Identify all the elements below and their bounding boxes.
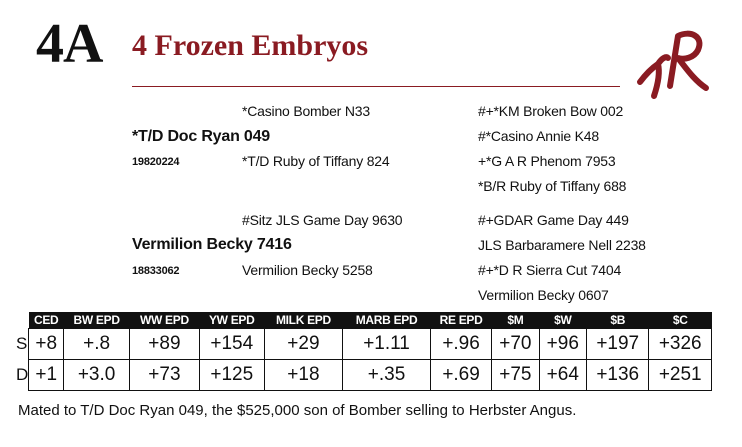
- epd-row-label: D: [16, 365, 29, 384]
- lot-number: 4A: [36, 13, 103, 75]
- sire-registration: 19820224: [132, 156, 180, 168]
- dam-granddam-maternal: Vermilion Becky 0607: [478, 287, 609, 303]
- epd-cell: +8: [29, 329, 64, 360]
- epd-header-cell: $C: [649, 312, 712, 329]
- epd-cell: +64: [539, 360, 586, 391]
- sire-dam: *T/D Ruby of Tiffany 824: [242, 153, 390, 169]
- epd-cell: +96: [539, 329, 586, 360]
- epd-cell: +251: [649, 360, 712, 391]
- epd-cell: +136: [586, 360, 648, 391]
- epd-header-cell: $B: [586, 312, 648, 329]
- epd-cell: +.96: [430, 329, 491, 360]
- epd-cell: +3.0: [64, 360, 130, 391]
- vr-logo-icon: [632, 24, 712, 104]
- sire-name: *T/D Doc Ryan 049: [132, 128, 270, 145]
- sire-sire: *Casino Bomber N33: [242, 103, 370, 119]
- epd-header-cell: MILK EPD: [264, 312, 342, 329]
- mating-note: Mated to T/D Doc Ryan 049, the $525,000 son of Bomber selling to Herbster Angus.: [18, 402, 577, 419]
- epd-cell: +73: [130, 360, 200, 391]
- epd-table: [16, 312, 712, 391]
- epd-header-cell: $M: [492, 312, 539, 329]
- epd-row-dam: [16, 360, 712, 391]
- dam-grandsire-paternal: #+GDAR Game Day 449: [478, 212, 629, 228]
- title-rule: [132, 86, 620, 87]
- epd-header-corner: [16, 312, 29, 329]
- epd-row-sire: [16, 329, 712, 360]
- epd-cell: +.8: [64, 329, 130, 360]
- epd-cell: +.69: [430, 360, 491, 391]
- epd-cell: +1: [29, 360, 64, 391]
- epd-cell: +125: [199, 360, 264, 391]
- epd-header-row: [16, 312, 712, 329]
- epd-header-cell: MARB EPD: [343, 312, 431, 329]
- epd-header-cell: YW EPD: [199, 312, 264, 329]
- epd-cell: +70: [492, 329, 539, 360]
- sire-granddam-paternal: #*Casino Annie K48: [478, 128, 599, 144]
- sire-grandsire-maternal: +*G A R Phenom 7953: [478, 153, 616, 169]
- sire-grandsire-paternal: #+*KM Broken Bow 002: [478, 103, 624, 119]
- epd-cell: +1.11: [343, 329, 431, 360]
- epd-cell: +.35: [343, 360, 431, 391]
- epd-cell: +18: [264, 360, 342, 391]
- dam-sire: #Sitz JLS Game Day 9630: [242, 212, 403, 228]
- epd-header-cell: RE EPD: [430, 312, 491, 329]
- epd-cell: +326: [649, 329, 712, 360]
- dam-granddam-paternal: JLS Barbaramere Nell 2238: [478, 237, 646, 253]
- epd-header-cell: $W: [539, 312, 586, 329]
- lot-title: 4 Frozen Embryos: [132, 29, 369, 62]
- epd-cell: +29: [264, 329, 342, 360]
- dam-grandsire-maternal: #+*D R Sierra Cut 7404: [478, 262, 622, 278]
- dam-dam: Vermilion Becky 5258: [242, 262, 373, 278]
- sire-granddam-maternal: *B/R Ruby of Tiffany 688: [478, 178, 627, 194]
- dam-registration: 18833062: [132, 265, 180, 277]
- epd-header-cell: BW EPD: [64, 312, 130, 329]
- epd-cell: +75: [492, 360, 539, 391]
- epd-header-cell: CED: [29, 312, 64, 329]
- dam-name: Vermilion Becky 7416: [132, 236, 292, 253]
- epd-cell: +154: [199, 329, 264, 360]
- epd-header-cell: WW EPD: [130, 312, 200, 329]
- epd-row-label: S: [16, 334, 28, 353]
- epd-cell: +197: [586, 329, 648, 360]
- epd-cell: +89: [130, 329, 200, 360]
